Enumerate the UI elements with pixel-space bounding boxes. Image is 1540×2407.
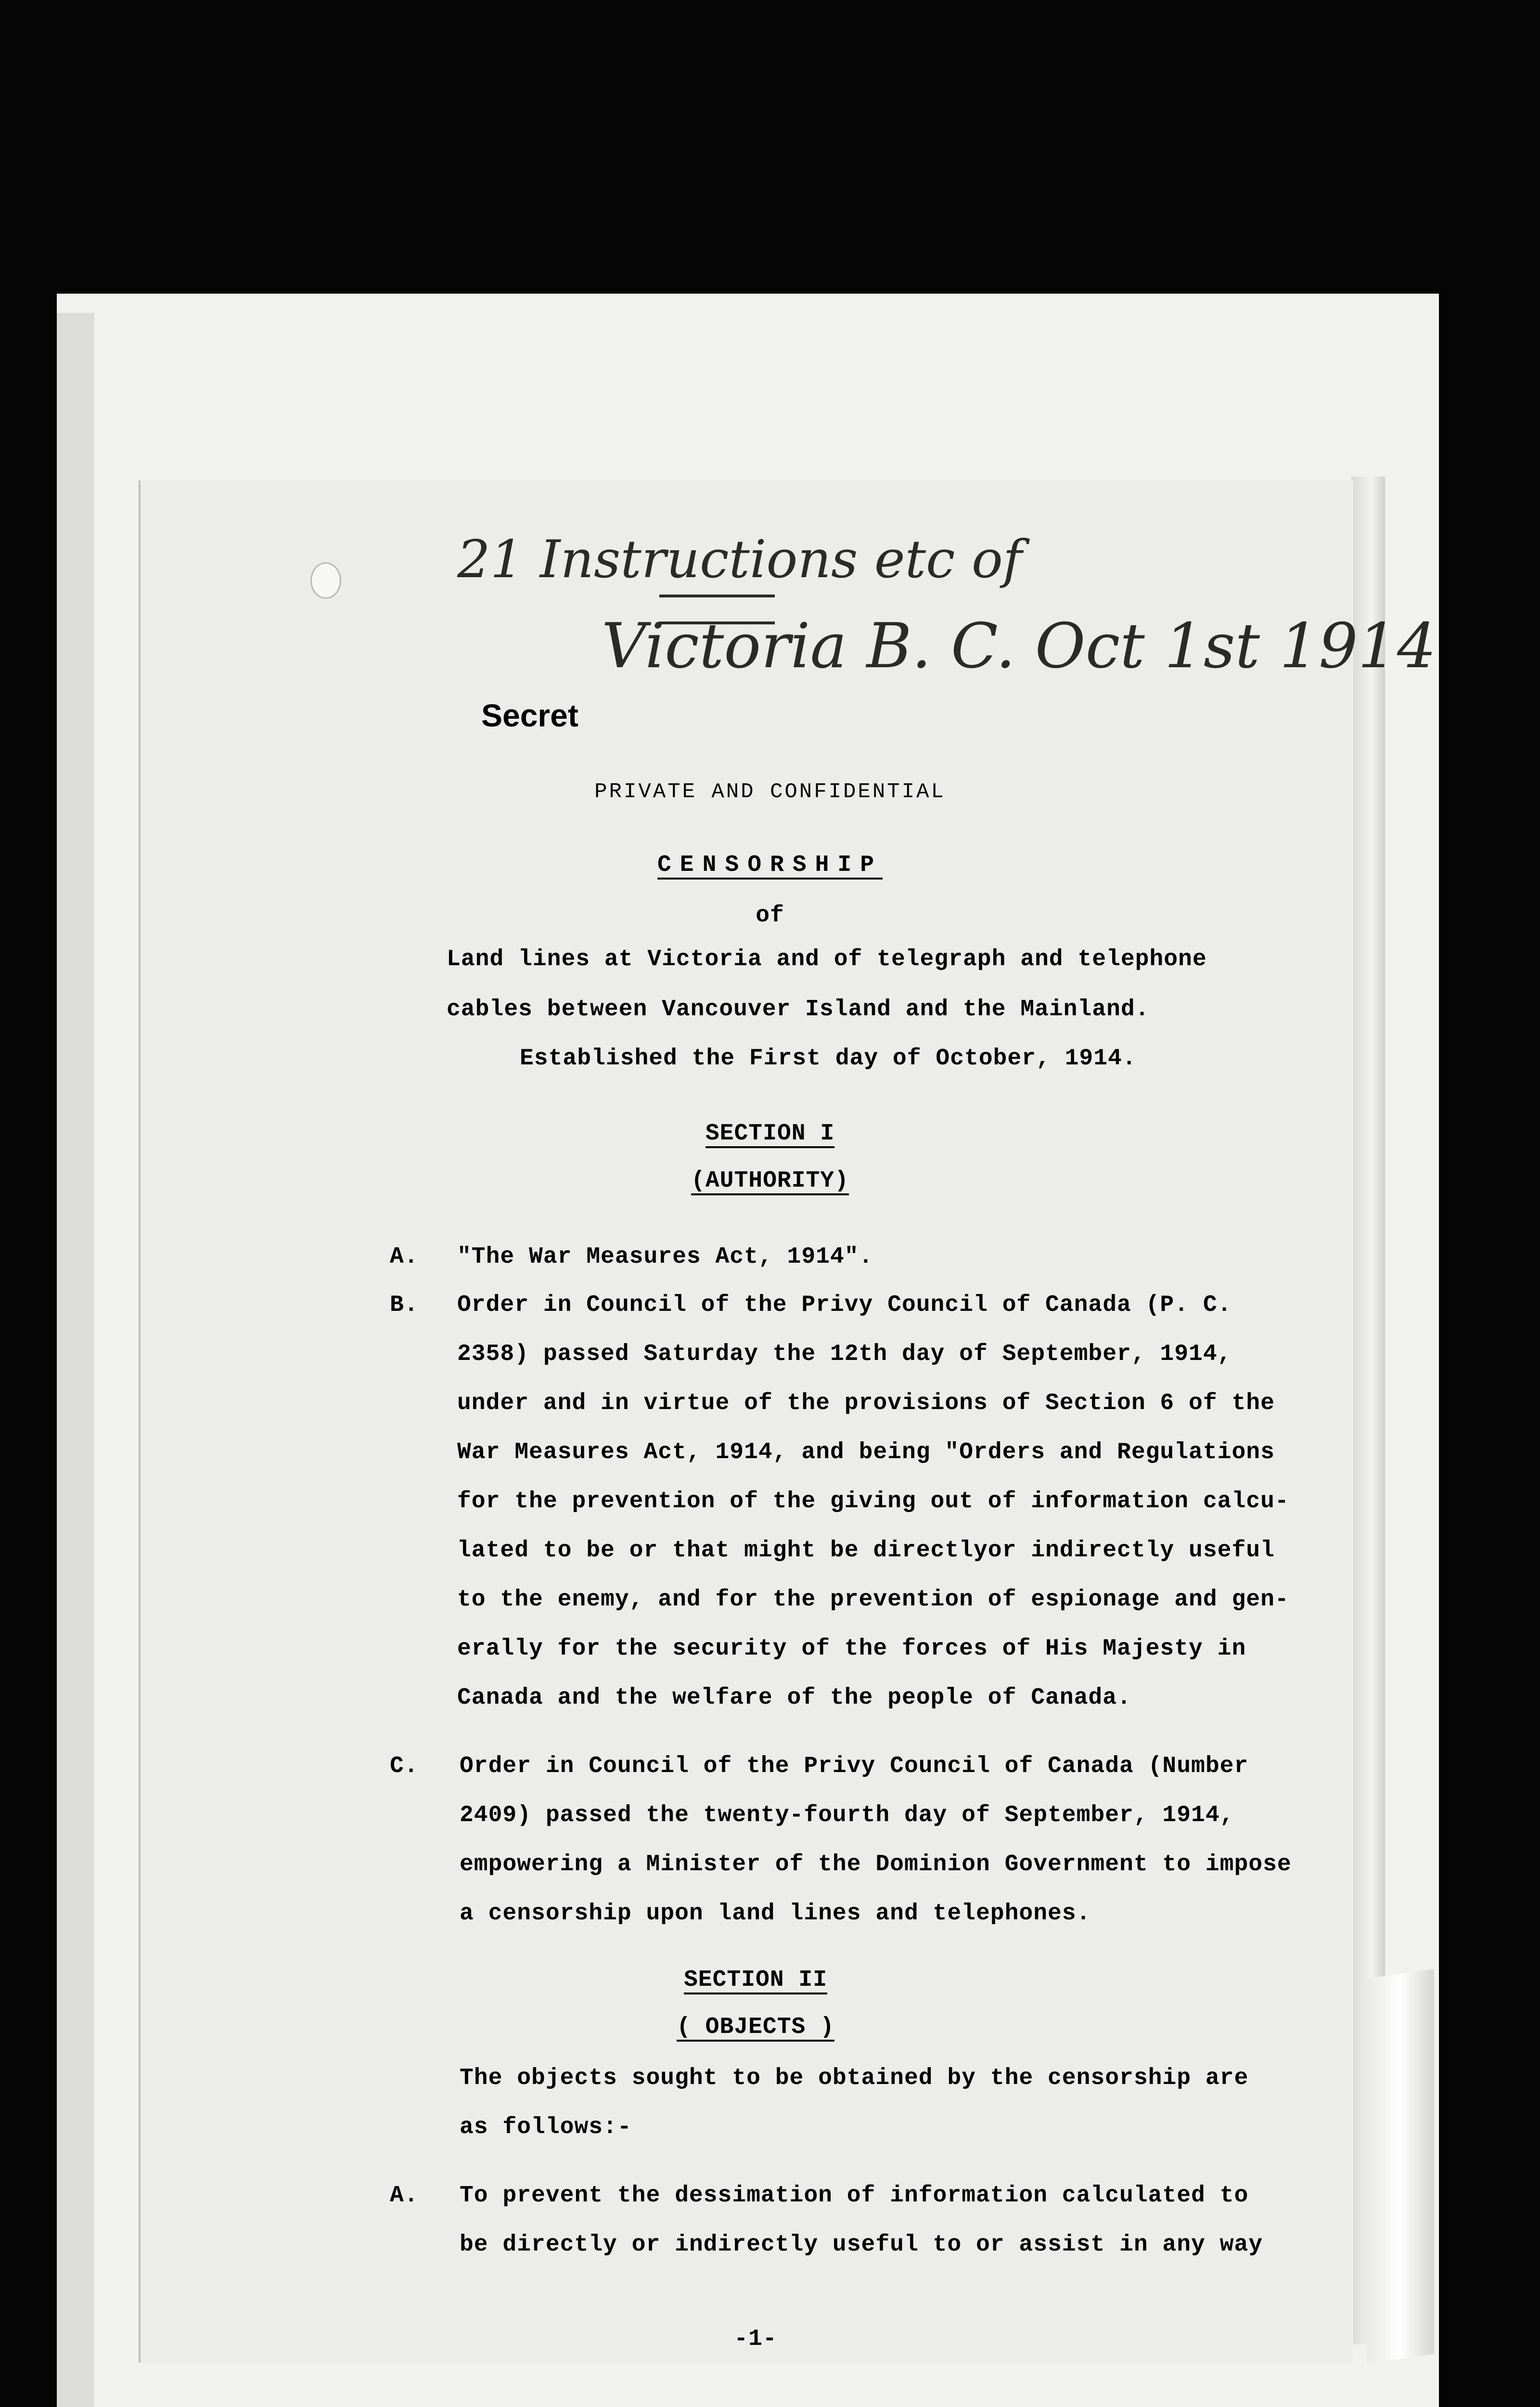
item-text: empowering a Minister of the Dominion Government to impose [460, 1851, 1292, 1877]
handwritten-date: Victoria B. C. Oct 1st 1914 [602, 610, 1437, 682]
intro-text: as follows:- [460, 2114, 632, 2140]
document-title: CENSORSHIP [657, 852, 883, 878]
item-letter: A. [390, 2183, 419, 2209]
item-letter: B. [390, 1292, 419, 1318]
handwritten-note: 21 Instructions etc of [457, 530, 1022, 590]
page-fold [1367, 1969, 1434, 2364]
binding-strip [57, 313, 94, 2407]
item-text: "The War Measures Act, 1914". [457, 1244, 873, 1270]
item-text: 2358) passed Saturday the 12th day of September, 1914, [457, 1341, 1232, 1367]
punch-hole [310, 562, 341, 599]
item-text: Order in Council of the Privy Council of Canada (P. C. [457, 1292, 1232, 1318]
private-heading: PRIVATE AND CONFIDENTIAL [594, 780, 946, 804]
item-letter: C. [390, 1753, 419, 1779]
item-text: To prevent the dessimation of information calculated to [460, 2183, 1249, 2209]
subtitle-line: Established the First day of October, 1914. [520, 1046, 1137, 1072]
item-text: Canada and the welfare of the people of Canada. [457, 1685, 1131, 1711]
item-text: to the enemy, and for the prevention of espionage and gen- [457, 1587, 1289, 1613]
item-text: 2409) passed the twenty-fourth day of September, 1914, [460, 1802, 1234, 1828]
section-heading: SECTION II [683, 1967, 828, 1993]
subtitle-line: Land lines at Victoria and of telegraph and telephone [447, 946, 1207, 972]
page-number: -1- [734, 2326, 777, 2352]
item-text: for the prevention of the giving out of information calcu- [457, 1488, 1289, 1514]
item-text: Order in Council of the Privy Council of Canada (Number [460, 1753, 1249, 1779]
title-of: of [756, 903, 784, 929]
subtitle-line: cables between Vancouver Island and the Mainland. [447, 996, 1150, 1022]
item-text: erally for the security of the forces of His Majesty in [457, 1636, 1246, 1662]
section-heading: SECTION I [705, 1121, 835, 1147]
secret-stamp: Secret [481, 698, 578, 733]
item-text: under and in virtue of the provisions of Section 6 of the [457, 1390, 1275, 1416]
item-text: lated to be or that might be directlyor indirectly useful [457, 1538, 1275, 1564]
item-text: be directly or indirectly useful to or assist in any way [460, 2232, 1263, 2258]
section-subheading: ( OBJECTS ) [677, 2014, 834, 2040]
item-letter: A. [390, 1244, 419, 1270]
section-subheading: (AUTHORITY) [691, 1168, 849, 1194]
item-text: War Measures Act, 1914, and being "Orders and Regulations [457, 1439, 1275, 1465]
item-text: a censorship upon land lines and telephones. [460, 1901, 1091, 1927]
intro-text: The objects sought to be obtained by the censorship are [460, 2065, 1249, 2091]
